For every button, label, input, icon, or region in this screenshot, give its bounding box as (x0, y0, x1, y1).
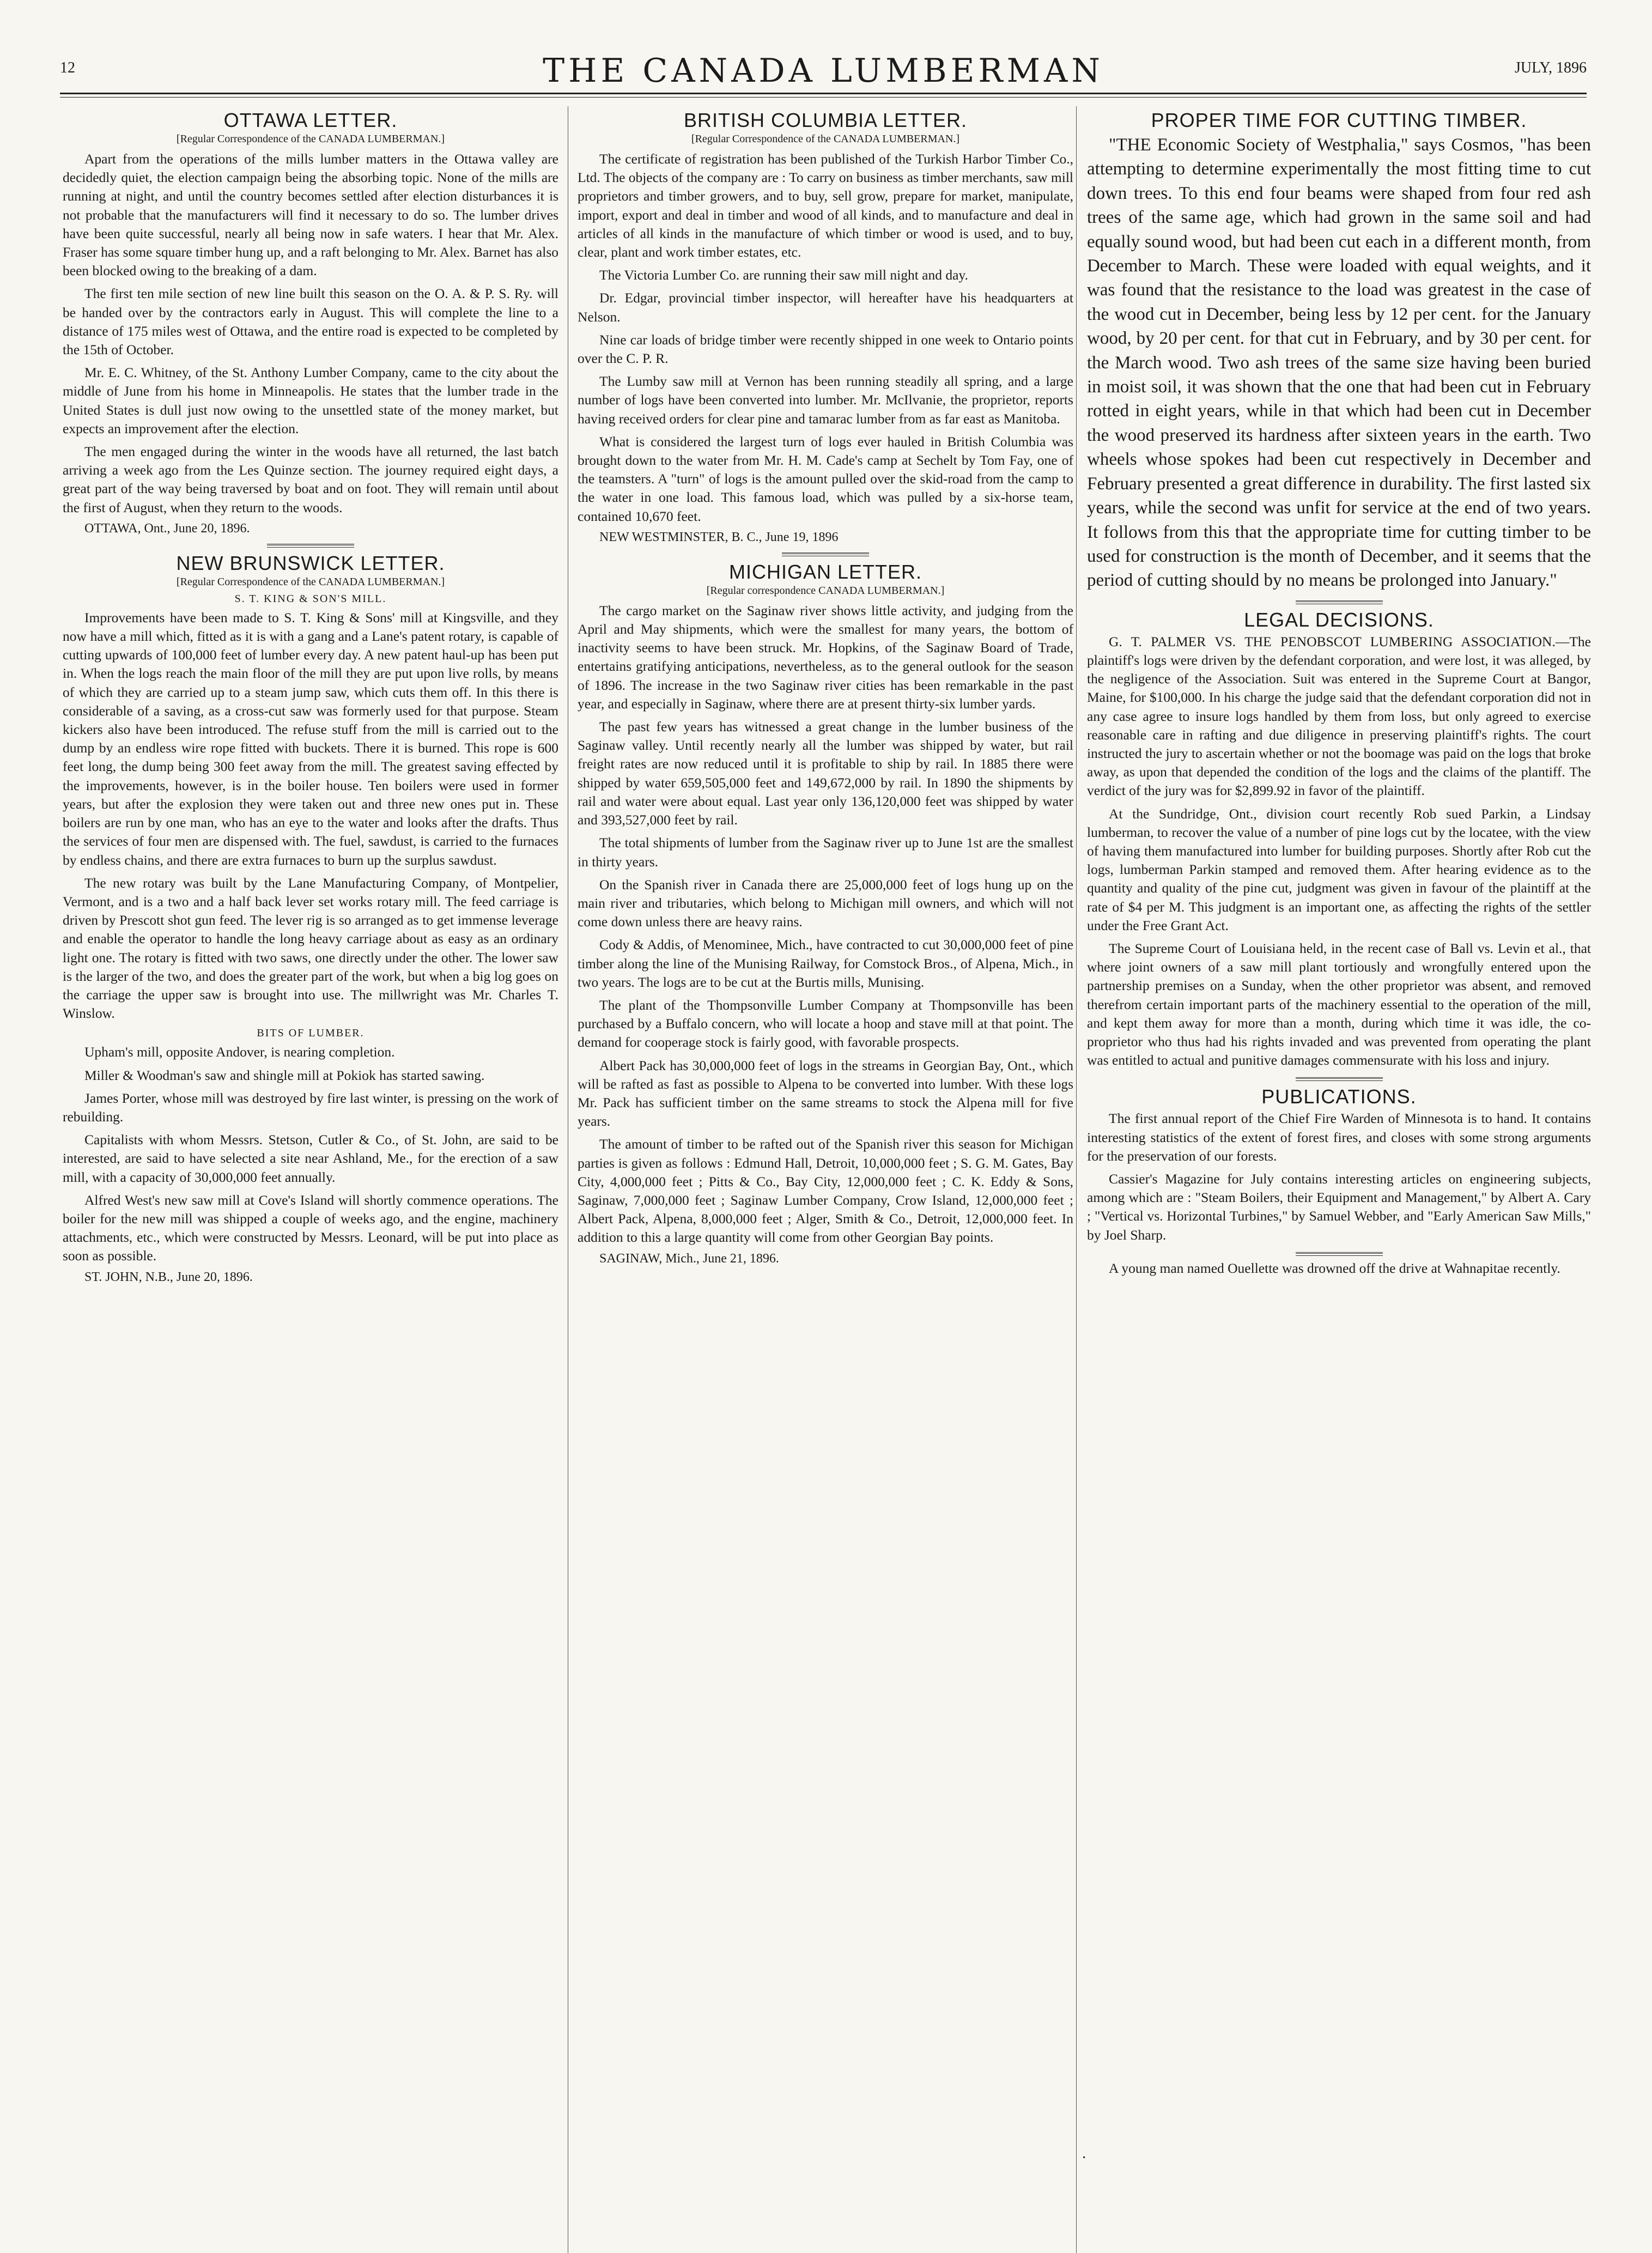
section-separator (782, 552, 869, 556)
paragraph: At the Sundridge, Ont., division court recently Rob sued Parkin, a Lindsay lumberman, to recover the value of a number of pine logs cut by the locatee, with the view of having them manufactured into lumber for building purposes. Shortly after Rob cut the logs, lumberman Parkin stamped and removed them. After hearing evidence as to the quantity and quality of the pine cut, judgment was given in favour of the plaintiff at the rate of $4 per M. This judgment is an important one, as affecting the rights of the settler under the Free Grant Act. (1087, 805, 1591, 933)
masthead (60, 52, 1587, 90)
correspondent-line: [Regular correspondence CANADA LUMBERMAN.] (706, 584, 945, 597)
paragraph: The cargo market on the Saginaw river shows little activity, and judging from the April and May shipments, which were the smallest for many years, the bottom of inactivity seems to have been struck. Mr. Hopkins, of the Saginaw Board of Trade, entertains gratifying anticipations, nevertheless, as to the general outlook for the season of 1896. The increase in the two Saginaw river cities has been remarkable in the past year, and especially in Saginaw, where there are at present thirty-six lumber yards. (578, 602, 1073, 712)
new-brunswick-letter (63, 552, 558, 1285)
article-title: LEGAL DECISIONS. (1244, 608, 1434, 631)
paragraph: Capitalists with whom Messrs. Stetson, Cutler & Co., of St. John, are said to be interested, are said to have selected a site near Ashland, Me., for the erection of a saw mill, with a capacity of 30,000,000 feet annually. (63, 1132, 558, 1185)
paragraph: Cody & Addis, of Menominee, Mich., have contracted to cut 30,000,000 feet of pine timber along the line of the Munising Railway, for Comstock Bros., of Alpena, Mich., in two years. The logs are to be cut at the Burtis mills, Munising. (578, 937, 1073, 990)
paragraph: Improvements have been made to S. T. King & Sons' mill at Kingsville, and they now have a mill which, fitted as it is with a gang and a Lane's patent rotary, is capable of cutting upwards of 100,000 feet of lumber every day. A new patent haul-up has been put in. When the logs reach the main floor of the mill they are put upon live rolls, by means of which they are carried up to a steam jump saw, which cuts them off. In this there is considerable of a saving, as a cross-cut saw was formerly used for that purpose. Steam kickers also have been introduced. The refuse stuff from the mill is carried out to the dump by an endless wire rope fitted with buckets. There it is burned. This rope is 600 feet long, the dump being 300 feet away from the mill. The greatest saving effected by the improvements, however, is in the boiler house. Ten boilers were used in former years, but after the explosion they were taken out and three new ones put in. These boilers are run by one man, who has an eye to the water and looks after the drafts. Thus the services of four men are dispensed with. The fuel, sawdust, is carried to the furnaces by endless chains, and there are extra furnaces to burn up the surplus sawdust. (63, 609, 558, 868)
paragraph: Miller & Woodman's saw and shingle mill at Pokiok has started sawing. (84, 1067, 485, 1083)
paragraph: The amount of timber to be rafted out of the Spanish river this season for Michigan parties is given as follows : Edmund Hall, Detroit, 10,000,000 feet ; S. G. M. Gates, Bay City, 4,000,000 feet ; Pitts & Co., Bay City, 12,000,000 feet ; C. K. Eddy & Sons, Saginaw, 7,000,000 feet ; Saginaw Lumber Company, Crow Island, 12,000,000 feet ; Albert Pack, Alpena, 8,000,000 feet ; Alger, Smith & Co., Detroit, 12,000,000 feet. In addition to this a large quantity will come from other Georgian Bay points. (578, 1136, 1073, 1246)
paragraph: Mr. E. C. Whitney, of the St. Anthony Lumber Company, came to the city about the middle of June from his home in Minneapolis. He states that the lumber trade in the United States is dull just now owing to the unsettled state of the money market, but expects an improvement after the election. (63, 365, 558, 436)
british-columbia-letter (578, 109, 1073, 545)
article-title: BRITISH COLUMBIA LETTER. (683, 109, 968, 131)
paragraph: Upham's mill, opposite Andover, is nearing completion. (84, 1044, 395, 1060)
column-2 (578, 105, 1073, 1272)
paragraph: The men engaged during the winter in the woods have all returned, the last batch arriving a week ago from the Les Quinze section. The journey required eight days, a great part of the way being traversed by boat and on foot. They will remain until about the first of August, when they return to the woods. (63, 444, 558, 515)
column-divider (1076, 106, 1077, 2253)
paragraph: Nine car loads of bridge timber were recently shipped in one week to Ontario points over the C. P. R. (578, 331, 1073, 367)
paragraph: The Supreme Court of Louisiana held, in the recent case of Ball vs. Levin et al., that where joint owners of a saw mill plant tortiously and wrongfully entered upon the partnership premises on a Sunday, when the other proprietor was absent, and removed therefrom certain important parts of the machinery essential to the operation of the mill, and kept them away for more than a month, during which time it was idle, the co-proprietor who thus had his rights invaded and was prevented from operating the plant was entitled to actual and punitive damages commensurate with his loss and injury. (1087, 940, 1591, 1068)
article-title: PUBLICATIONS. (1261, 1085, 1417, 1108)
subheading: S. T. KING & SON'S MILL. (234, 592, 387, 605)
correspondent-line: [Regular Correspondence of the CANADA LUMBERMAN.] (691, 133, 960, 145)
stray-mark: · (1082, 2149, 1087, 2166)
paragraph: Apart from the operations of the mills lumber matters in the Ottawa valley are decidedly quiet, the election campaign being the absorbing topic. None of the mills are running at night, and until the country becomes settled after election disturbances it is not probable that the manufacturers will find it necessary to do so. The lumber drives have been quite successful, nearly all being now in safe waters. I hear that Mr. Alex. Fraser has some square timber hung up, and a raft belonging to Mr. Alex. Barnet has also been blocked owing to the breaking of a dam. (63, 151, 558, 279)
publications (1087, 1085, 1591, 1244)
page-number: 12 (60, 59, 75, 76)
issue-date: JULY, 1896 (1514, 59, 1587, 76)
paragraph: The Victoria Lumber Co. are running their saw mill night and day. (599, 267, 968, 283)
section-separator (1296, 600, 1383, 604)
paragraph: Alfred West's new saw mill at Cove's Island will shortly commence operations. The boiler for the new mill was shipped a couple of weeks ago, and the engine, machinery attachments, etc., which were constructed by Messrs. Leonard, will be put into place as soon as possible. (63, 1192, 558, 1264)
cutting-timber-article (1087, 109, 1591, 593)
masthead-rule-thin (60, 97, 1587, 98)
news-note: A young man named Ouellette was drowned off the drive at Wahnapitae recently. (1109, 1260, 1560, 1276)
paragraph: Albert Pack has 30,000,000 feet of logs in the streams in Georgian Bay, Ont., which will be rafted as fast as possible to Alpena to be converted into lumber. With these logs Mr. Pack has sufficient timber on the same streams to stock the Alpena mill for five years. (578, 1057, 1073, 1129)
column-3 (1087, 105, 1591, 1282)
article-title: MICHIGAN LETTER. (728, 560, 922, 583)
paragraph: The plant of the Thompsonville Lumber Company at Thompsonville has been purchased by a Buffalo concern, who will locate a hoop and stave mill at that point. The demand for cooperage stock is fairly good, with favorable prospects. (578, 997, 1073, 1050)
dateline: OTTAWA, Ont., June 20, 1896. (84, 521, 250, 536)
section-separator (1296, 1252, 1383, 1256)
michigan-letter (578, 561, 1073, 1266)
article-title: OTTAWA LETTER. (223, 109, 398, 131)
paragraph: The first annual report of the Chief Fire Warden of Minnesota is to hand. It contains interesting statistics of the extent of forest fires, and closes with some strong arguments for the preservation of our forests. (1087, 1110, 1591, 1164)
correspondent-line: [Regular Correspondence of the CANADA LUMBERMAN.] (176, 133, 445, 145)
paragraph: G. T. PALMER VS. THE PENOBSCOT LUMBERING ASSOCIATION.—The plaintiff's logs were driven by the defendant corporation, and were lost, it was alleged, by the negligence of the Association. Suit was entered in the Supreme Court at Bangor, Maine, for $100,000. In his charge the judge said that the defendant corporation did not in any case agree to insure logs handled by them from loss, but only agreed to exercise reasonable care in rafting and due diligence in preserving plaintiff's rights. The court instructed the jury to ascertain whether or not the boomage was paid on the logs that broke away, as upon that depended the condition of the logs and the claims of the plantiff. The verdict of the jury was for $2,899.92 in favor of the plaintiff. (1087, 633, 1591, 799)
article-title: NEW BRUNSWICK LETTER. (176, 551, 445, 574)
column-1 (63, 105, 558, 1290)
paragraph: What is considered the largest turn of logs ever hauled in British Columbia was brought down to the water from Mr. H. M. Cade's camp at Sechelt by Tom Fay, one of the teamsters. A "turn" of logs is the amount pulled over the skid-road from the camp to the water in one load. This famous load, which was pulled by a six-horse team, contained 10,670 feet. (578, 433, 1073, 524)
masthead-title: THE CANADA LUMBERMAN (543, 52, 1104, 90)
paragraph: The past few years has witnessed a great change in the lumber business of the Saginaw valley. Until recently nearly all the lumber was shipped by water, but rail freight rates are now reduced until it is profitable to ship by rail. In 1885 there were shipped by water 659,505,000 feet and 149,672,000 by rail. In 1890 the shipments by rail and water were about equal. Last year only 136,120,000 feet was shipped by water and 393,527,000 feet by rail. (578, 719, 1073, 828)
dateline: SAGINAW, Mich., June 21, 1896. (599, 1251, 779, 1266)
correspondent-line: [Regular Correspondence of the CANADA LUMBERMAN.] (176, 575, 445, 588)
paragraph: James Porter, whose mill was destroyed by fire last winter, is pressing on the work of rebuilding. (63, 1090, 558, 1125)
dateline: NEW WESTMINSTER, B. C., June 19, 1896 (599, 530, 839, 544)
paragraph: On the Spanish river in Canada there are 25,000,000 feet of logs hung up on the main river and tributaries, which belong to Michigan mill owners, and which will not come down unless there are heavy rains. (578, 876, 1073, 930)
paragraph: "THE Economic Society of Westphalia," says Cosmos, "has been attempting to determine experimentally the most fitting time to cut down trees. To this end four beams were shaped from four red ash trees of the same age, which had grown in the same soil and had equally sound wood, but had been cut each in a different month, from December to March. These were loaded with equal weights, and it was found that the resistance to the load was greatest in the case of the wood cut in December, being less by 12 per cent. for the January wood, by 20 per cent. for that cut in February, and by 30 per cent. for the March wood. Two ash trees of the same size having been buried in moist soil, it was shown that the one that had been cut in February rotted in eight years, while in that which had been cut in December the wood preserved its hardness after sixteen years in the earth. Two wheels whose spokes had been cut respectively in December and February presented a great difference in durability. The first lasted six years, while the second was unfit for service at the end of two years. It follows from this that the appropriate time for cutting timber to be used for construction is the month of December, and it seems that the period of cutting should by no means be prolonged into January." (1087, 135, 1591, 591)
paragraph: The new rotary was built by the Lane Manufacturing Company, of Montpelier, Vermont, and is a two and a half back lever set works rotary mill. The feed carriage is driven by Prescott shot gun feed. The lever rig is so arranged as to get immense leverage and enable the operator to handle the long heavy carriage about as easy as an ordinary light one. The rotary is fitted with two saws, one directly under the other. The lower saw is the larger of the two, and does the greater part of the work, but when a big log goes on the carriage the upper saw is brought into use. The millwright was Mr. Charles T. Winslow. (63, 875, 558, 1022)
paragraph: Dr. Edgar, provincial timber inspector, will hereafter have his headquarters at Nelson. (578, 290, 1073, 325)
section-separator (1296, 1077, 1383, 1081)
section-separator (267, 544, 354, 548)
paragraph: The Lumby saw mill at Vernon has been running steadily all spring, and a large number of logs have been converted into lumber. Mr. McIlvanie, the proprietor, reports having received orders for clear pine and tamarac lumber from as far east as Manitoba. (578, 373, 1073, 427)
paragraph: The total shipments of lumber from the Saginaw river up to June 1st are the smallest in thirty years. (578, 835, 1073, 870)
subheading: BITS OF LUMBER. (257, 1027, 365, 1040)
paragraph: The first ten mile section of new line built this season on the O. A. & P. S. Ry. will be handed over by the contractors early in August. This will complete the line to a distance of 175 miles west of Ottawa, and the entire road is expected to be completed by the 15th of October. (63, 286, 558, 358)
paragraph: Cassier's Magazine for July contains interesting articles on engineering subjects, among which are : "Steam Boilers, their Equipment and Management," by Albert A. Cary ; "Vertical vs. Horizontal Turbines," by Samuel Webber, and "Early American Saw Mills," by Joel Sharp. (1087, 1171, 1591, 1243)
legal-decisions (1087, 609, 1591, 1070)
masthead-rule (60, 93, 1587, 94)
paragraph: The certificate of registration has been published of the Turkish Harbor Timber Co., Ltd. The objects of the company are : To carry on business as timber merchants, saw mill proprietors and timber growers, and to buy, sell grow, prepare for market, manipulate, import, export and deal in timber and wood of all kinds, and to manufacture and deal in articles of all kinds in the manufacture of which timber or wood is used, and to buy, clear, plant and work timber estates, etc. (578, 151, 1073, 260)
ottawa-letter (63, 109, 558, 536)
article-title: PROPER TIME FOR CUTTING TIMBER. (1151, 109, 1527, 131)
dateline: ST. JOHN, N.B., June 20, 1896. (84, 1270, 253, 1284)
